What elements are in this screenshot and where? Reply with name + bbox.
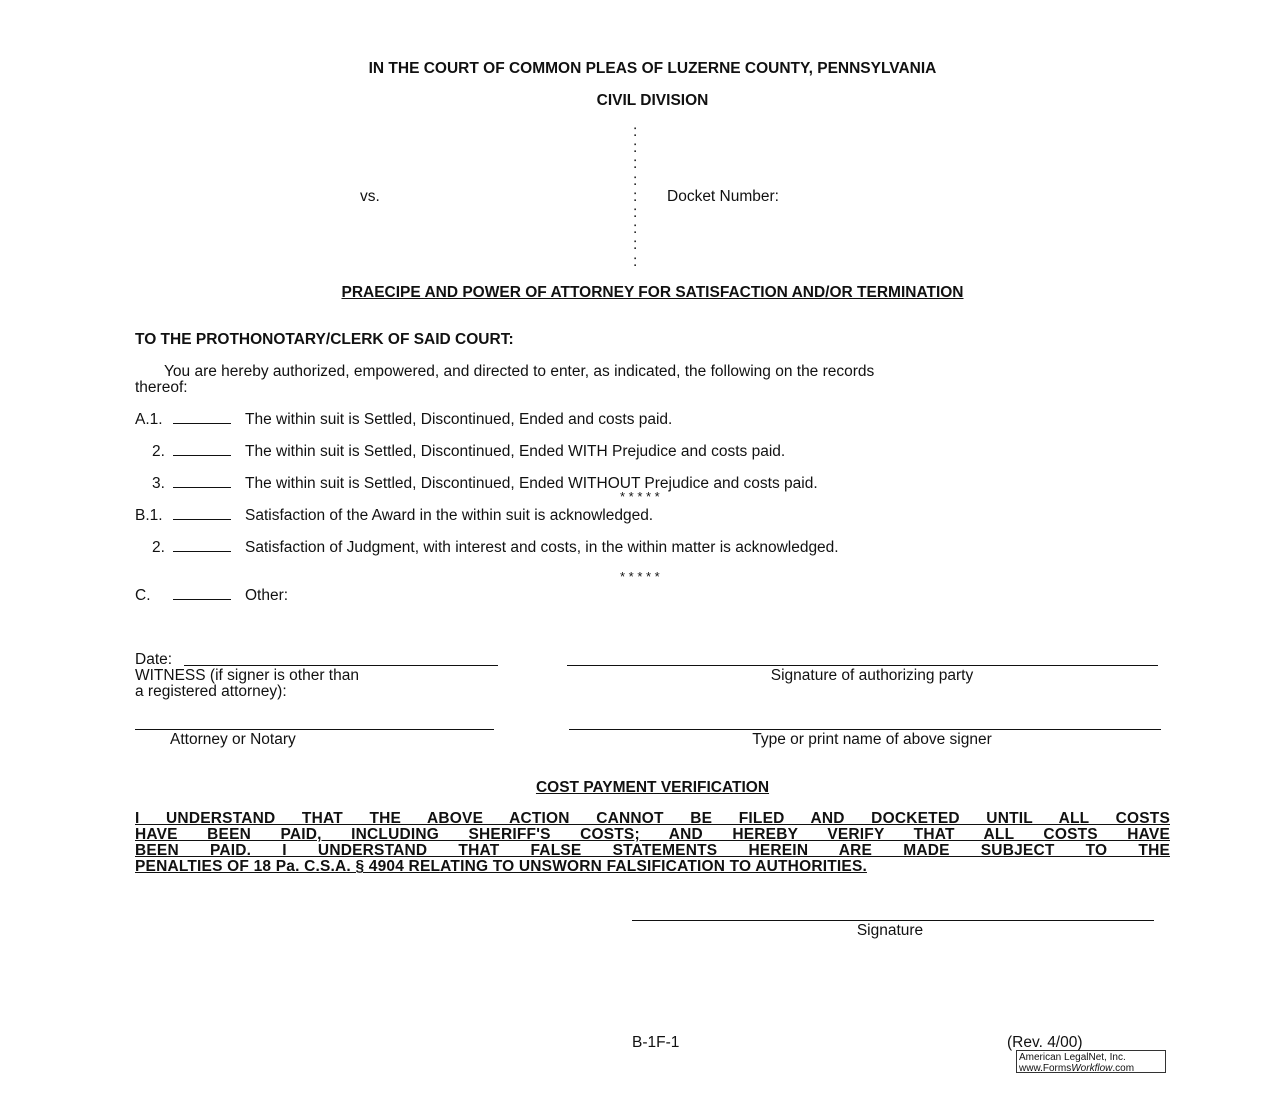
option-text: The within suit is Settled, Discontinued, Ended WITHOUT Prejudice and costs paid.: [245, 475, 818, 492]
option-text: The within suit is Settled, Discontinued, Ended and costs paid.: [245, 411, 673, 428]
attorney-notary-line[interactable]: [135, 729, 494, 730]
option-number: A.1.: [135, 411, 163, 428]
cost-verification-heading: COST PAYMENT VERIFICATION: [535, 779, 770, 796]
option-a1: [135, 411, 672, 429]
revision-date: (Rev. 4/00): [1007, 1034, 1083, 1051]
option-number: 2.: [152, 443, 165, 460]
print-name-label: Type or print name of above signer: [752, 731, 992, 748]
option-number: 2.: [152, 539, 165, 556]
option-number: 3.: [152, 475, 165, 492]
caption-colon: :: [633, 123, 638, 140]
option-number: B.1.: [135, 507, 163, 524]
date-line[interactable]: [184, 665, 498, 666]
option-number: C.: [135, 587, 151, 604]
caption-colon: :: [633, 204, 638, 222]
option-b2: [152, 539, 839, 557]
publisher-logo: [1016, 1050, 1166, 1073]
form-number: B-1F-1: [632, 1034, 680, 1051]
cost-verification-statement: [135, 811, 1170, 875]
attorney-notary-label: Attorney or Notary: [170, 731, 296, 748]
publisher-website: [1019, 1063, 1163, 1074]
caption-colon: :: [633, 236, 638, 254]
option-text: Other:: [245, 587, 289, 604]
website-prefix: www.Forms: [1019, 1063, 1072, 1074]
caption-colons: [633, 124, 637, 270]
document-title: PRAECIPE AND POWER OF ATTORNEY FOR SATISFACTION AND/OR TERMINATION: [341, 284, 964, 301]
option-text: The within suit is Settled, Discontinued, Ended WITH Prejudice and costs paid.: [245, 443, 786, 460]
checkmark-blank[interactable]: [173, 587, 231, 600]
caption-colon: :: [633, 187, 638, 205]
publisher-name: American LegalNet, Inc.: [1019, 1052, 1126, 1063]
website-suffix: .com: [1112, 1063, 1135, 1074]
addressee: TO THE PROTHONOTARY/CLERK OF SAID COURT:: [135, 331, 514, 348]
caption-colon: :: [633, 252, 638, 270]
caption-colon: :: [633, 155, 638, 173]
checkmark-blank[interactable]: [173, 475, 231, 488]
court-heading: IN THE COURT OF COMMON PLEAS OF LUZERNE COUNTY, PENNSYLVANIA: [368, 60, 937, 77]
authorizing-signature-line[interactable]: [567, 665, 1158, 666]
option-a2: [152, 443, 785, 461]
option-text: Satisfaction of Judgment, with interest and costs, in the within matter is acknowledged.: [245, 539, 839, 556]
checkmark-blank[interactable]: [173, 539, 231, 552]
separator-stars: * * * * *: [620, 569, 660, 584]
option-text: Satisfaction of the Award in the within suit is acknowledged.: [245, 507, 654, 524]
witness-label-line-1: WITNESS (if signer is other than: [135, 667, 359, 684]
caption-colon: :: [633, 171, 638, 189]
witness-label-line-2: a registered attorney):: [135, 683, 287, 700]
caption-colon: :: [633, 139, 638, 157]
option-b1: [135, 507, 653, 525]
checkmark-blank[interactable]: [173, 443, 231, 456]
checkmark-blank[interactable]: [173, 507, 231, 520]
statement-line: HAVE BEEN PAID, INCLUDING SHERIFF'S COSTS; AND HEREBY VERIFY THAT ALL COSTS HAVE: [135, 826, 1170, 843]
statement-line: BEEN PAID. I UNDERSTAND THAT FALSE STATEMENTS HEREIN ARE MADE SUBJECT TO THE: [135, 842, 1170, 859]
option-c: [135, 587, 288, 605]
intro-line-1: You are hereby authorized, empowered, and directed to enter, as indicated, the following on the records: [164, 363, 875, 380]
verification-signature-line[interactable]: [632, 920, 1154, 921]
option-a3: [152, 475, 818, 493]
print-name-line[interactable]: [569, 729, 1161, 730]
authorizing-party-label: Signature of authorizing party: [770, 667, 974, 684]
checkmark-blank[interactable]: [173, 411, 231, 424]
intro-line-2: thereof:: [135, 379, 188, 396]
docket-number-label: Docket Number:: [667, 188, 779, 205]
statement-line: PENALTIES OF 18 Pa. C.S.A. § 4904 RELATING TO UNSWORN FALSIFICATION TO AUTHORITIES.: [135, 858, 867, 875]
verification-signature-label: Signature: [856, 922, 924, 939]
separator-stars: * * * * *: [620, 489, 660, 504]
division-heading: CIVIL DIVISION: [596, 92, 709, 109]
caption-vs: vs.: [360, 188, 380, 205]
website-italic: Workflow: [1071, 1063, 1113, 1074]
statement-line: I UNDERSTAND THAT THE ABOVE ACTION CANNOT BE FILED AND DOCKETED UNTIL ALL COSTS: [135, 810, 1170, 827]
date-label: Date:: [135, 651, 173, 668]
caption-colon: :: [633, 220, 638, 238]
